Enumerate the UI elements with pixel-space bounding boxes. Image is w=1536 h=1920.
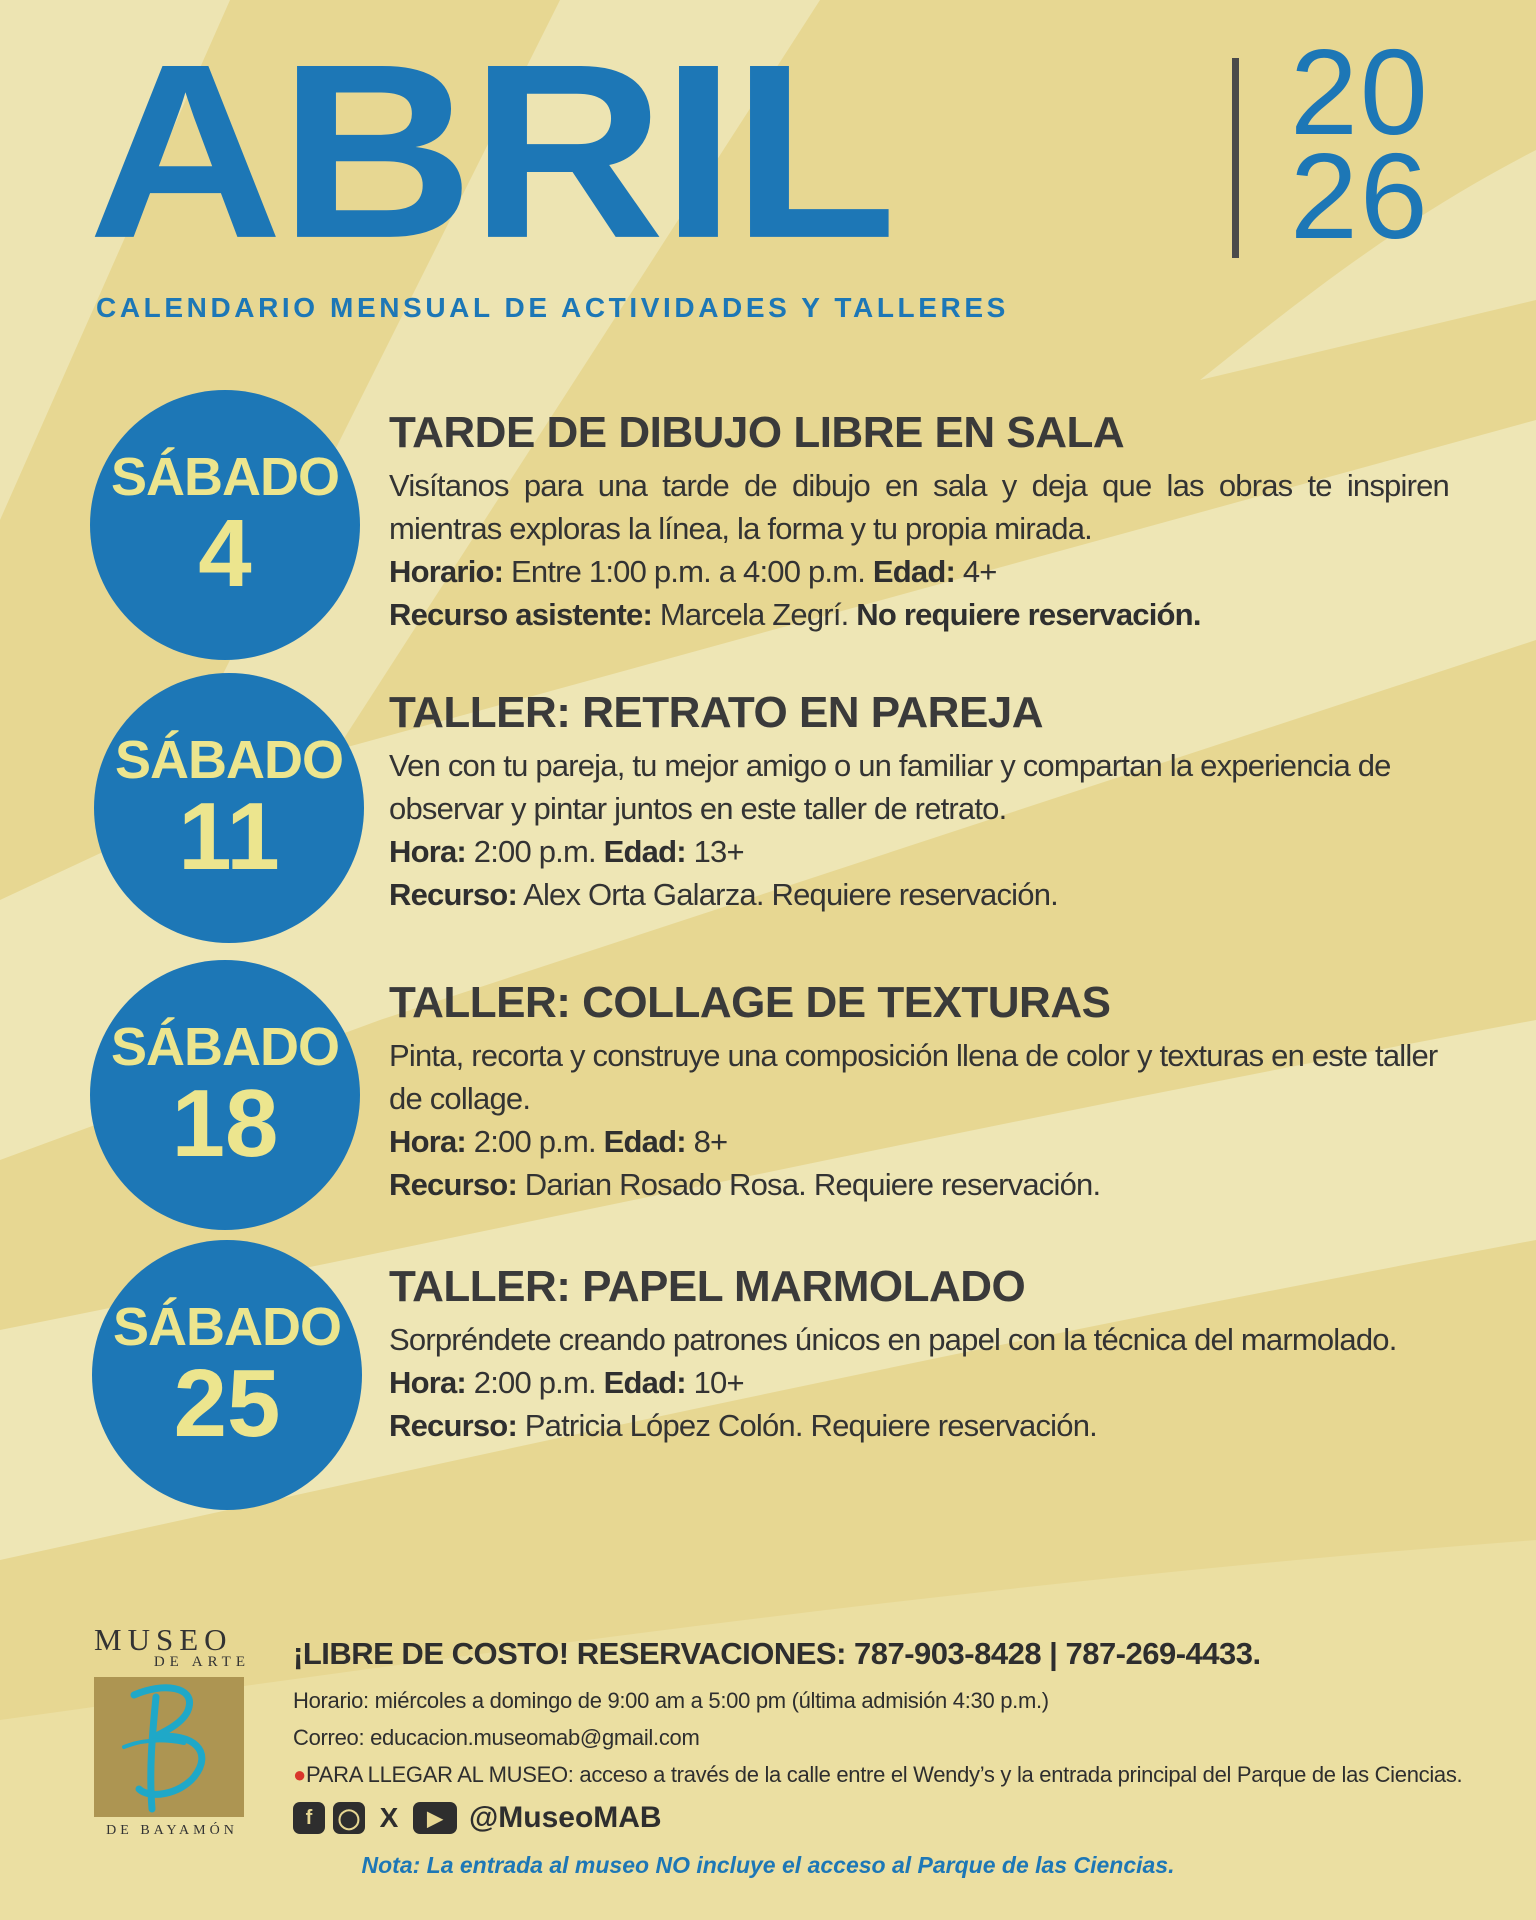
logo-bayamon: DE BAYAMÓN bbox=[106, 1823, 238, 1838]
event-resource: Recurso: Darian Rosado Rosa. Requiere reservación. bbox=[389, 1167, 1101, 1202]
event-description: Pinta, recorta y construye una composición llena de color y texturas en este taller de collage. bbox=[389, 1038, 1438, 1116]
facebook-icon[interactable]: f bbox=[293, 1802, 325, 1834]
calendar-subtitle: CALENDARIO MENSUAL DE ACTIVIDADES Y TALLERES bbox=[96, 292, 1009, 323]
event-schedule: Hora: 2:00 p.m. Edad: 13+ bbox=[389, 834, 744, 869]
event-description: Visítanos para una tarde de dibujo en sala y deja que las obras te inspiren mientras exploras la línea, la forma y tu propia mirada. bbox=[389, 468, 1449, 546]
event-item bbox=[389, 688, 1449, 916]
event-item bbox=[389, 408, 1449, 636]
day-label: SÁBADO bbox=[114, 730, 343, 790]
event-schedule: Hora: 2:00 p.m. Edad: 10+ bbox=[389, 1365, 744, 1400]
year bbox=[1290, 24, 1430, 264]
event-resource: Recurso asistente: Marcela Zegrí. No requiere reservación. bbox=[389, 597, 1201, 632]
logo-b-icon bbox=[94, 1677, 244, 1817]
event-item bbox=[389, 978, 1449, 1206]
event-title: TALLER: RETRATO EN PAREJA bbox=[389, 688, 1044, 737]
year-bottom: 26 bbox=[1290, 128, 1430, 264]
day-number: 11 bbox=[178, 783, 280, 890]
event-item bbox=[389, 1262, 1449, 1447]
day-label: SÁBADO bbox=[110, 447, 339, 507]
event-description: Sorpréndete creando patrones únicos en papel con la técnica del marmolado. bbox=[389, 1322, 1397, 1357]
footer-note: Nota: La entrada al museo NO incluye el acceso al Parque de las Ciencias. bbox=[361, 1852, 1175, 1878]
event-schedule: Horario: Entre 1:00 p.m. a 4:00 p.m. Edad: 4+ bbox=[389, 554, 997, 589]
footer-email[interactable]: Correo: educacion.museomab@gmail.com bbox=[293, 1725, 700, 1750]
event-resource: Recurso: Patricia López Colón. Requiere reservación. bbox=[389, 1408, 1097, 1443]
event-title: TALLER: PAPEL MARMOLADO bbox=[389, 1262, 1026, 1311]
museum-logo bbox=[94, 1622, 250, 1839]
year-divider bbox=[1232, 58, 1239, 258]
event-title: TARDE DE DIBUJO LIBRE EN SALA bbox=[389, 408, 1125, 457]
date-circle bbox=[90, 960, 360, 1230]
footer-info bbox=[293, 1636, 1473, 1835]
event-schedule: Hora: 2:00 p.m. Edad: 8+ bbox=[389, 1124, 728, 1159]
day-number: 18 bbox=[171, 1070, 279, 1177]
day-label: SÁBADO bbox=[112, 1297, 341, 1357]
date-circle bbox=[92, 1240, 362, 1510]
social-links bbox=[293, 1801, 1473, 1835]
month-title: ABRIL bbox=[88, 13, 893, 291]
footer-headline: ¡LIBRE DE COSTO! RESERVACIONES: 787-903-8428 | 787-269-4433. bbox=[293, 1636, 1261, 1671]
logo-mark bbox=[94, 1677, 244, 1817]
date-circle bbox=[90, 390, 360, 660]
youtube-icon[interactable]: ▶ bbox=[413, 1802, 457, 1834]
day-number: 4 bbox=[198, 500, 252, 607]
location-pin-icon: ● bbox=[293, 1762, 306, 1787]
date-circle bbox=[94, 673, 364, 943]
instagram-icon[interactable]: ◯ bbox=[333, 1802, 365, 1834]
logo-de-arte: DE ARTE bbox=[153, 1654, 250, 1670]
day-number: 25 bbox=[173, 1350, 281, 1457]
footer-hours: Horario: miércoles a domingo de 9:00 am a 5:00 pm (última admisión 4:30 p.m.) bbox=[293, 1688, 1049, 1713]
event-title: TALLER: COLLAGE DE TEXTURAS bbox=[389, 978, 1111, 1027]
footer-directions: ●PARA LLEGAR AL MUSEO: acceso a través de la calle entre el Wendy’s y la entrada principal del Parque de las Ciencias. bbox=[293, 1762, 1463, 1787]
x-icon[interactable]: X bbox=[379, 1802, 399, 1833]
social-handle[interactable]: @MuseoMAB bbox=[469, 1801, 662, 1834]
day-label: SÁBADO bbox=[110, 1017, 339, 1077]
logo-museo: MUSEO bbox=[94, 1622, 233, 1657]
event-description: Ven con tu pareja, tu mejor amigo o un familiar y compartan la experiencia de observar y pintar juntos en este taller de retrato. bbox=[389, 748, 1391, 826]
year-top: 20 bbox=[1290, 24, 1430, 160]
event-resource: Recurso: Alex Orta Galarza. Requiere reservación. bbox=[389, 877, 1058, 912]
